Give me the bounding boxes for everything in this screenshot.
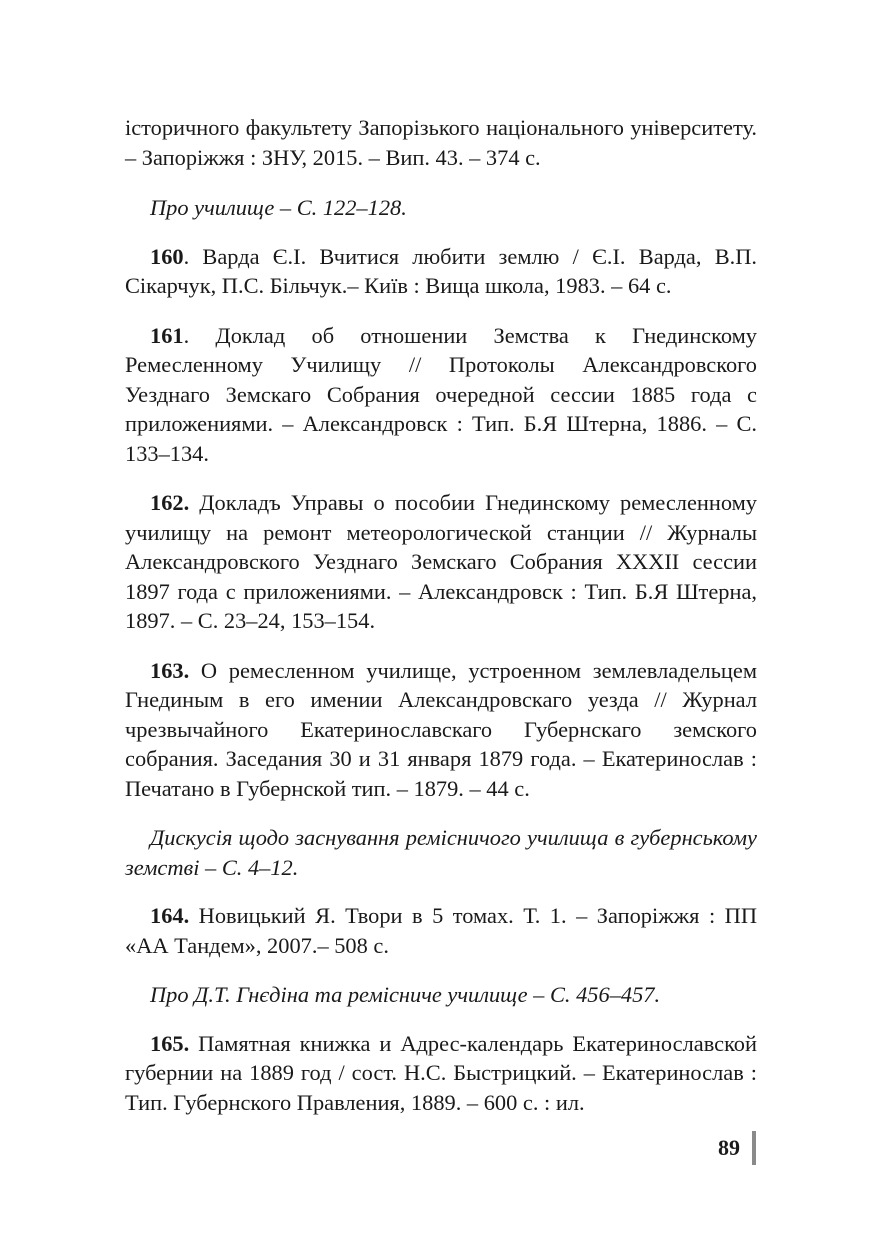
entry-text: Новицький Я. Твори в 5 томах. Т. 1. – Запоріжжя : ПП «АА Тандем», 2007.– 508 с.: [125, 903, 757, 958]
entry-text: Докладъ Управы о пособии Гнединскому ремесленному училищу на ремонт метеорологической станции // Журналы Александровского Уезднаго Земскаго Собрания XXXII сессии 1897 года с приложениями. – Александровск : Тип. Б.Я Штерна, 1897. – С. 23–24, 153–154.: [125, 490, 757, 633]
bibliography-entry-163: [125, 656, 757, 804]
bibliography-entry-165: [125, 1029, 757, 1118]
bibliography-entry-164: [125, 901, 757, 960]
entry-number: 160: [150, 243, 184, 269]
bibliography-entry-160: [125, 242, 757, 301]
entry-text: . Доклад об отношении Земства к Гнединскому Ремесленному Училищу // Протоколы Александровского Уезднаго Земскаго Собрания очередной сессии 1885 года с приложениями. – Александровск : Тип. Б.Я Штерна, 1886. – С. 133–134.: [125, 322, 757, 466]
entry-text: О ремесленном училище, устроенном землевладельцем Гнединым в его имении Александровскаго уезда // Журнал чрезвычайного Екатеринославскаго Губернскаго земского собрания. Заседания 30 и 31 января 1879 года. – Екатеринослав : Печатано в Губернской тип. – 1879. – 44 с.: [125, 657, 757, 801]
page-number: 89: [718, 1135, 740, 1160]
entry-text: . Варда Є.І. Вчитися любити землю / Є.І. Варда, В.П. Сікарчук, П.С. Більчук.– Київ : Вища школа, 1983. – 64 с.: [125, 243, 757, 298]
continuation-paragraph: історичного факультету Запорізького національного університету. – Запоріжжя : ЗНУ, 2015. – Вип. 43. – 374 с.: [125, 115, 757, 170]
bibliography-entry-161: [125, 321, 757, 469]
entry-number: 164.: [150, 903, 190, 928]
entry-number: 165.: [150, 1030, 190, 1056]
page-footer: [718, 1132, 740, 1164]
annotation-note: Дискусія щодо заснування ремісничого училища в губернському земстві – С. 4–12.: [125, 825, 757, 880]
entry-text: Памятная книжка и Адрес-календарь Екатеринославской губернии на 1889 год / сост. Н.С. Быстрицкий. – Екатеринослав : Тип. Губернского Правления, 1889. – 600 с. : ил.: [125, 1030, 757, 1115]
page-number-rule: [752, 1131, 756, 1165]
entry-number: 162.: [150, 490, 190, 515]
annotation-note: Про училище – С. 122–128.: [150, 195, 407, 220]
annotation-note: Про Д.Т. Гнєдіна та ремісниче училище – С. 456–457.: [150, 982, 661, 1007]
entry-number: 163.: [150, 657, 190, 683]
page-body: [125, 113, 757, 1137]
bibliography-entry-162: [125, 488, 757, 636]
entry-number: 161: [150, 322, 184, 348]
